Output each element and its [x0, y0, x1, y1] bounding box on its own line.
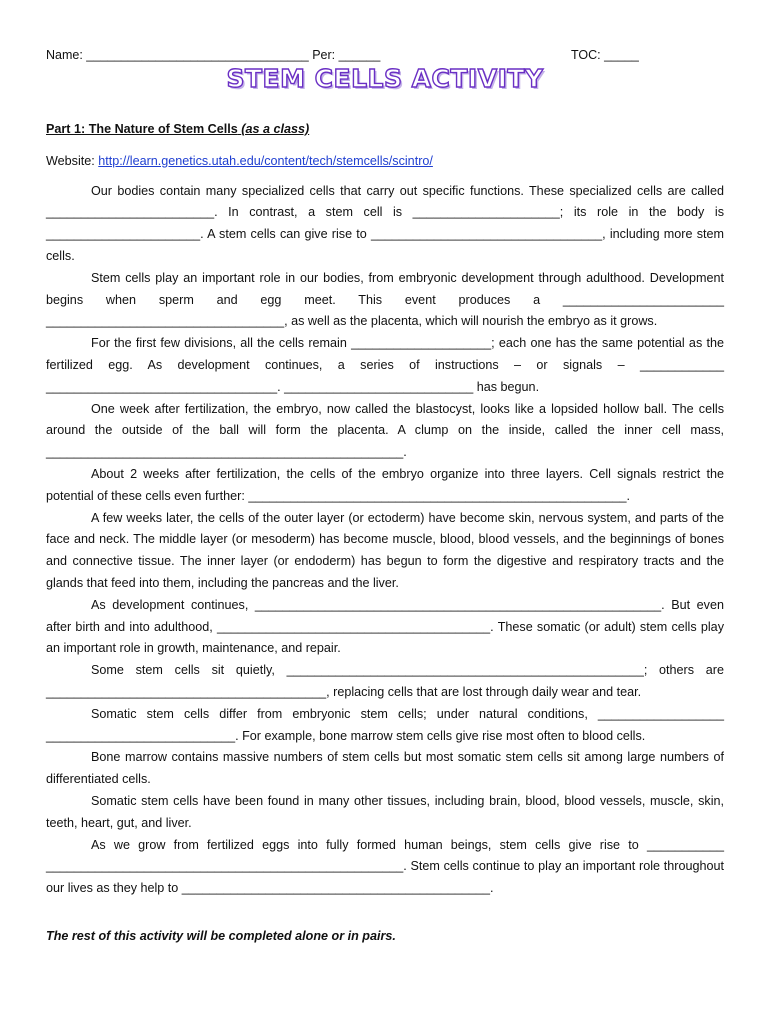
paragraph-first-divisions[interactable]: For the first few divisions, all the cells remain ____________________; each one has the same potential as the fertilized egg. As development continues, a series of instructions – or signals – ____________ _________________________________. ___________________________ has begun. — [46, 336, 724, 394]
toc-line[interactable]: TOC: _____ — [571, 48, 639, 62]
website-label: Website: — [46, 153, 95, 168]
website-line — [46, 151, 724, 173]
name-period-line[interactable]: Name: ________________________________ Per: ______ — [46, 48, 381, 62]
paragraph-germ-layers: A few weeks later, the cells of the outer layer (or ectoderm) have become skin, nervous system, and parts of the face and neck. The middle layer (or mesoderm) has become muscle, blood, blood vessels, and the beginnings of bones and connective tissue. The inner layer (or endoderm) has begun to form the digestive and respiratory tracts and the glands that feed into them, including the pancreas and the liver. — [46, 510, 724, 590]
paragraph-other-tissues: Somatic stem cells have been found in many other tissues, including brain, blood, blood vessels, muscle, skin, teeth, heart, gut, and liver. — [46, 793, 724, 830]
paragraph-blastocyst[interactable]: One week after fertilization, the embryo, now called the blastocyst, looks like a lopsided hollow ball. The cells around the outside of the ball will form the placenta. A clump on the inside, called the inner cell mass, ___________________________________________________. — [46, 401, 724, 460]
paragraph-quiet-stem-cells[interactable]: Some stem cells sit quietly, ___________________________________________________; others are ________________________________________, replacing cells that are lost through daily wear and tear. — [46, 663, 724, 699]
website-link[interactable]: http://learn.genetics.utah.edu/content/tech/stemcells/scintro/ — [98, 153, 433, 168]
paragraph-bone-marrow: Bone marrow contains massive numbers of stem cells but most somatic stem cells sit among large numbers of differentiated cells. — [46, 750, 724, 787]
paragraph-adult-stem-cells[interactable]: As development continues, __________________________________________________________. But even after birth and into adulthood, _______________________________________. These somatic (or adult) stem cells play an important role in growth, maintenance, and repair. — [46, 597, 724, 656]
header — [46, 48, 724, 64]
paragraph-development[interactable]: Stem cells play an important role in our bodies, from embryonic development through adulthood. Development begins when sperm and egg meet. This event produces a _______________________ __________________________________, as well as the placenta, which will nourish the embryo as it grows. — [46, 270, 724, 329]
part1-section — [46, 119, 724, 900]
paragraph-lifelong-role[interactable]: As we grow from fertilized eggs into fully formed human beings, stem cells give rise to ___________ ___________________________________________________. Stem cells continue to play an important role throughout our lives as they help to ____________________________________________. — [46, 837, 724, 896]
part1-heading-note: (as a class) — [241, 122, 310, 136]
page-title: STEM CELLS ACTIVITY — [226, 64, 544, 93]
paragraph-three-layers[interactable]: About 2 weeks after fertilization, the cells of the embryo organize into three layers. Cell signals restrict the potential of these cells even further: ______________________________________________________. — [46, 466, 724, 503]
title-banner — [0, 64, 770, 93]
part1-heading-text: Part 1: The Nature of Stem Cells — [46, 122, 238, 136]
paragraph-specialized-cells[interactable]: Our bodies contain many specialized cells that carry out specific functions. These specialized cells are called ________________________. In contrast, a stem cell is _____________________; its role in the body is ______________________. A stem cells can give rise to _________________________________, including more stem cells. — [46, 183, 724, 263]
part1-heading — [46, 119, 724, 141]
activity-note: The rest of this activity will be completed alone or in pairs. — [46, 929, 396, 943]
paragraph-somatic-vs-embryonic[interactable]: Somatic stem cells differ from embryonic stem cells; under natural conditions, __________________ ___________________________. For example, bone marrow stem cells give rise most often to blood cells. — [46, 706, 724, 743]
